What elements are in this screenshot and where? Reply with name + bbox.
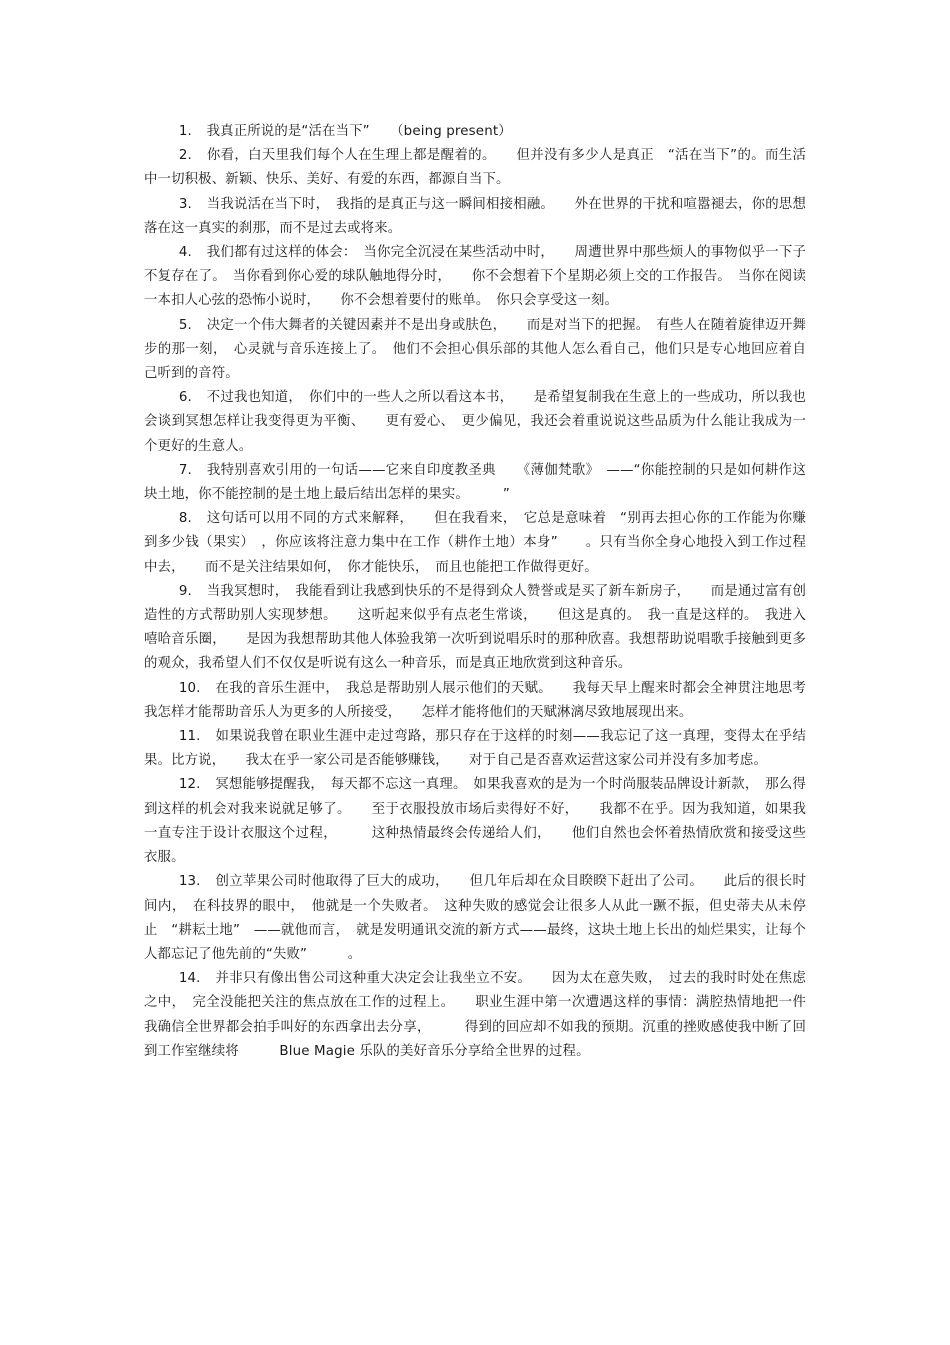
paragraph-number: 11. <box>178 729 201 745</box>
paragraph-number: 6. <box>178 390 192 406</box>
paragraph-2 <box>144 144 806 192</box>
paragraph-text: 不过我也知道， 你们中的一些人之所以看这本书， 是希望复制我在生意上的一些成功，所以我也会谈到冥想怎样让我变得更为平衡、 更有爱心、 更少偏见，我还会着重说说这些品质为什么能让我成为一个更好的生意人。 <box>144 390 806 454</box>
paragraph-number: 3. <box>178 196 192 212</box>
paragraph-text: 我们都有过这样的体会： 当你完全沉浸在某些活动中时， 周遭世界中那些烦人的事物似乎一下子不复存在了。 当你看到你心爱的球队触地得分时， 你不会想着下个星期必须上交的工作报告。 当你在阅读一本扣人心弦的恐怖小说时， 你不会想着要付的账单。 你只会享受这一刻。 <box>144 245 806 309</box>
paragraph-number: 9. <box>178 583 192 599</box>
paragraph-number: 5. <box>178 317 192 333</box>
paragraph-4 <box>144 241 806 314</box>
paragraph-3 <box>144 193 806 241</box>
paragraph-14 <box>144 967 806 1064</box>
paragraph-number: 2. <box>178 148 192 164</box>
paragraph-5 <box>144 314 806 387</box>
paragraph-number: 4. <box>178 245 192 261</box>
paragraph-number: 10. <box>178 680 201 696</box>
paragraph-12 <box>144 773 806 870</box>
paragraph-text: 我真正所说的是“活在当下” （being present） <box>206 124 512 139</box>
paragraph-1 <box>144 120 806 144</box>
paragraph-8 <box>144 507 806 580</box>
paragraph-text: 你看，白天里我们每个人在生理上都是醒着的。 但并没有多少人是真正 “活在当下”的。而生活中一切积极、新颖、快乐、美好、有爱的东西，都源自当下。 <box>144 148 806 188</box>
paragraph-number: 13. <box>178 874 201 890</box>
document-page <box>144 120 806 1064</box>
paragraph-text: 并非只有像出售公司这种重大决定会让我坐立不安。 因为太在意失败， 过去的我时时处在焦虑之中， 完全没能把关注的焦点放在工作的过程上。 职业生涯中第一次遭遇这样的事情：满腔热情地把一件我确信全世界都会拍手叫好的东西拿出去分享， 得到的回应却不如我的预期。沉重的挫败感使我中断了回到工作室继续将 Blue Magie 乐队的美好音乐分享给全世界的过程。 <box>144 971 806 1059</box>
paragraph-13 <box>144 870 806 967</box>
paragraph-text: 冥想能够提醒我， 每天都不忘这一真理。 如果我喜欢的是为一个时尚服装品牌设计新款， 那么得到这样的机会对我来说就足够了。 至于衣服投放市场后卖得好不好， 我都不在乎。因为我知道，如果我一直专注于设计衣服这个过程， 这种热情最终会传递给人们， 他们自然也会怀着热情欣赏和接受这些衣服。 <box>144 777 806 866</box>
paragraph-number: 1. <box>178 124 192 139</box>
paragraph-text: 当我说活在当下时， 我指的是真正与这一瞬间相接相融。 外在世界的干扰和喧嚣褪去，你的思想落在这一真实的刹那，而不是过去或将来。 <box>144 196 806 236</box>
paragraph-text: 创立苹果公司时他取得了巨大的成功， 但几年后却在众目睽睽下赶出了公司。 此后的很长时间内， 在科技界的眼中， 他就是一个失败者。 这种失败的感觉会让很多人从此一蹶不振，但史蒂夫从未停止 “耕耘土地” ——就他而言， 就是发明通讯交流的新方式——最终，这块土地上长出的灿烂果实，让每个人都忘记了他先前的“失败” 。 <box>144 874 806 962</box>
paragraph-number: 7. <box>178 462 192 478</box>
paragraph-number: 12. <box>178 777 201 793</box>
paragraph-text: 这句话可以用不同的方式来解释， 但在我看来， 它总是意味着 “别再去担心你的工作能为你赚到多少钱（果实） ，你应该将注意力集中在工作（耕作土地）本身” 。只有当你全身心地投入到工作过程中去， 而不是关注结果如何， 你才能快乐， 而且也能把工作做得更好。 <box>144 511 806 575</box>
paragraph-text: 决定一个伟大舞者的关键因素并不是出身或肤色， 而是对当下的把握。 有些人在随着旋律迈开舞步的那一刻， 心灵就与音乐连接上了。 他们不会担心俱乐部的其他人怎么看自己，他们只是专心地回应着自己听到的音符。 <box>144 317 806 382</box>
paragraph-7 <box>144 459 806 507</box>
paragraph-11 <box>144 725 806 773</box>
paragraph-number: 8. <box>178 511 192 527</box>
paragraph-10 <box>144 677 806 725</box>
paragraph-text: 当我冥想时， 我能看到让我感到快乐的不是得到众人赞誉或是买了新车新房子， 而是通过富有创造性的方式帮助别人实现梦想。 这听起来似乎有点老生常谈， 但这是真的。 我一直是这样的。 我进入嘻哈音乐圈， 是因为我想帮助其他人体验我第一次听到说唱乐时的那种欣喜。我想帮助说唱歌手接触到更多的观众，我希望人们不仅仅是听说有这么一种音乐，而是真正地欣赏到这种音乐。 <box>144 583 806 672</box>
paragraph-text: 我特别喜欢引用的一句话——它来自印度教圣典 《薄伽梵歌》 ——“你能控制的只是如何耕作这块土地，你不能控制的是土地上最后结出怎样的果实。 ” <box>144 462 806 503</box>
paragraph-text: 在我的音乐生涯中， 我总是帮助别人展示他们的天赋。 我每天早上醒来时都会全神贯注地思考我怎样才能帮助音乐人为更多的人所接受， 怎样才能将他们的天赋淋漓尽致地展现出来。 <box>144 680 806 720</box>
paragraph-9 <box>144 580 806 677</box>
paragraph-6 <box>144 386 806 459</box>
paragraph-number: 14. <box>178 971 201 987</box>
paragraph-text: 如果说我曾在职业生涯中走过弯路，那只存在于这样的时刻——我忘记了这一真理，变得太在乎结果。比方说， 我太在乎一家公司是否能够赚钱， 对于自己是否喜欢运营这家公司并没有多加考虑。 <box>144 729 806 769</box>
